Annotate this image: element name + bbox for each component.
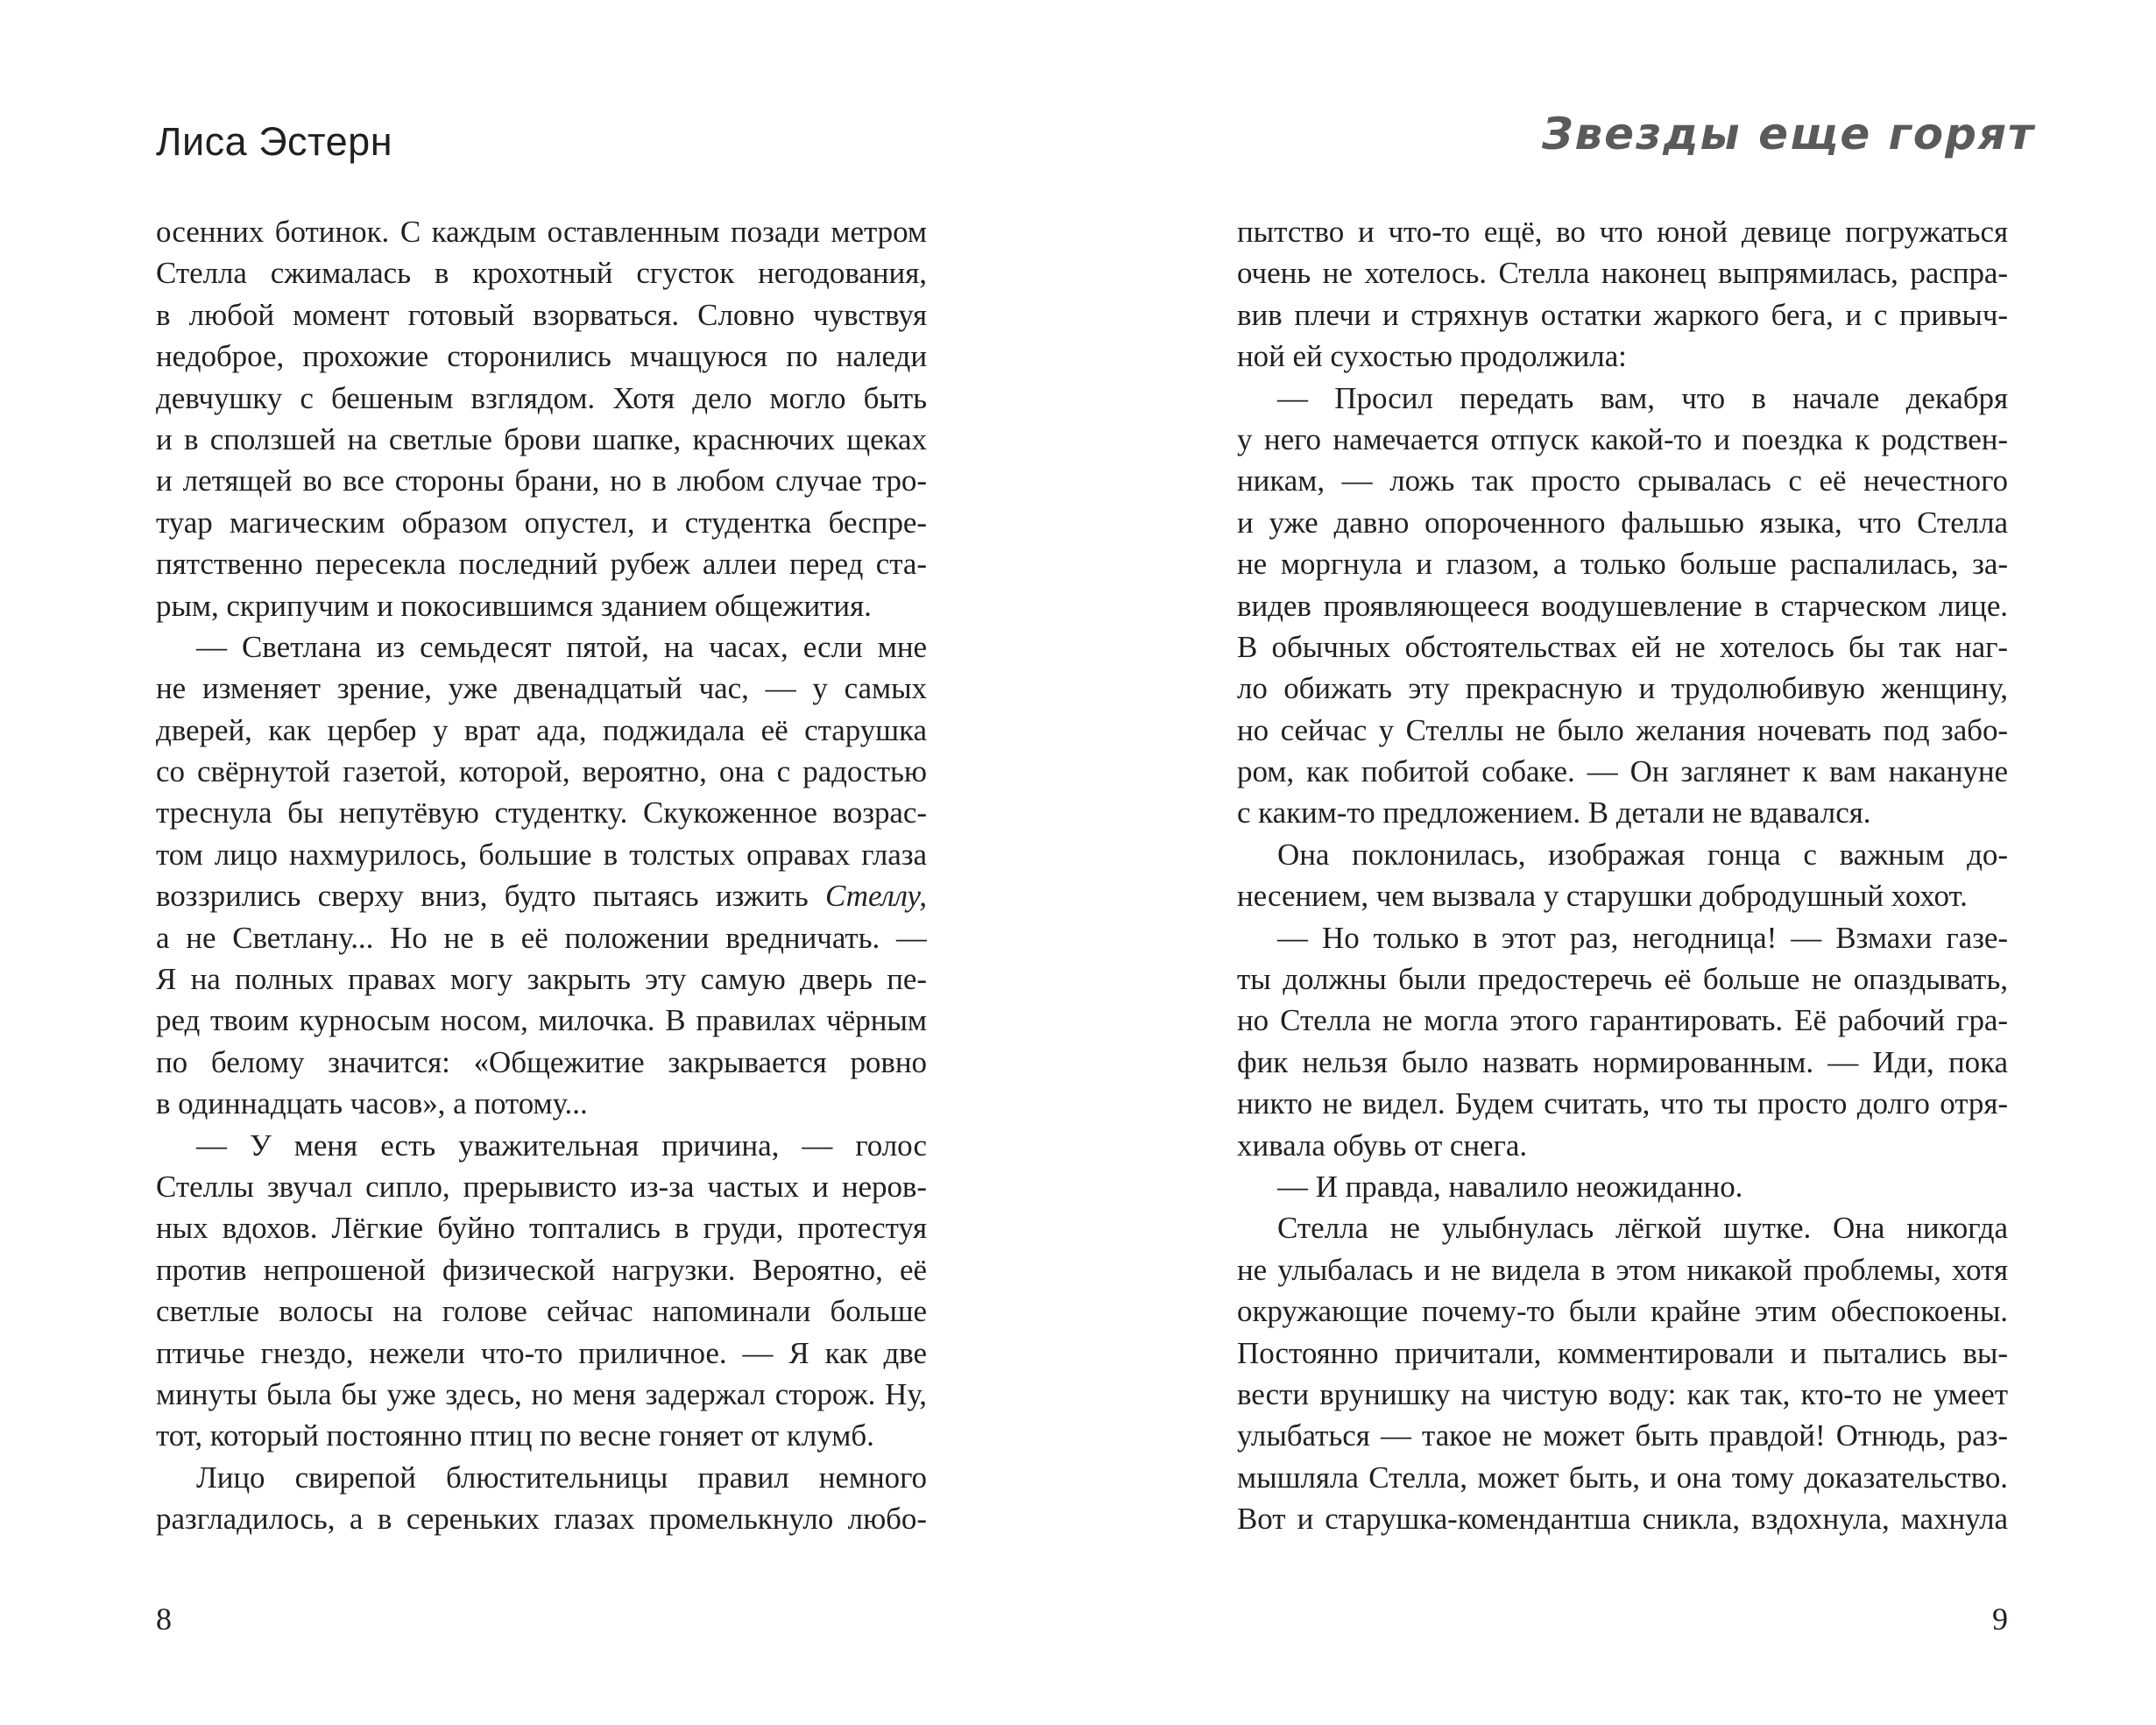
text-line-content: несением, чем вызвала у старушки добродушный хохот. (1237, 879, 1968, 914)
text-line (156, 502, 927, 543)
text-line (1237, 1374, 2008, 1415)
text-line-content: — И правда, навалило неожиданно. (1277, 1169, 1743, 1204)
text-line (156, 834, 927, 875)
text-line-content: но Стелла не могла этого гарантировать. Её рабочий гра- (1237, 1003, 2008, 1038)
text-line (156, 252, 927, 293)
text-line-content: в любой момент готовый взорваться. Словно чувствуя (156, 297, 927, 332)
text-line-content: птичье гнездо, нежели что-то приличное. — Я как две (156, 1335, 927, 1370)
text-line-content: минуты была бы уже здесь, но меня задержал сторож. Ну, (156, 1376, 927, 1411)
italic-word: Стеллу, (824, 879, 927, 914)
text-line (1237, 626, 2008, 668)
text-line (1237, 502, 2008, 543)
text-line-content: окружающие почему-то были крайне этим обеспокоены. (1237, 1294, 2008, 1329)
text-line-content: и уже давно опороченного фальшью языка, что Стелла (1237, 505, 2008, 540)
text-line (156, 1249, 927, 1290)
text-line (156, 668, 927, 709)
text-line (1237, 460, 2008, 501)
text-line-content: том лицо нахмурилось, большие в толстых оправах глаза (156, 837, 927, 872)
text-line (156, 1333, 927, 1374)
text-line-content: и летящей во все стороны брани, но в любом случае тро- (156, 463, 927, 498)
text-line (156, 751, 927, 792)
text-line (156, 792, 927, 833)
text-line-content: — Но только в этот раз, негодница! — Взмахи газе- (1277, 920, 2008, 955)
text-line (1237, 211, 2008, 252)
text-line (1237, 710, 2008, 751)
text-line (1237, 958, 2008, 1000)
text-line (1237, 419, 2008, 460)
text-line-content: против непрошеной физической нагрузки. Вероятно, её (156, 1252, 927, 1287)
text-line (1237, 585, 2008, 626)
right-page (1078, 0, 2156, 1725)
text-line (156, 917, 927, 958)
text-line (156, 626, 927, 668)
text-line (156, 875, 927, 916)
text-line (1237, 1249, 2008, 1290)
text-line-content: недоброе, прохожие сторонились мчащуюся по наледи (156, 339, 927, 374)
text-line (156, 336, 927, 377)
body-text (1237, 211, 2008, 1540)
text-line (1237, 834, 2008, 875)
text-line (156, 1042, 927, 1083)
text-line-content: треснула бы непутёвую студентку. Скукоженное возрас- (156, 795, 927, 831)
text-line-content: а не Светлану... Но не в её положении вредничать. — (156, 920, 927, 955)
text-line-content: хивала обувь от снега. (1237, 1128, 1528, 1163)
text-line-content: но сейчас у Стеллы не было желания ночевать под забо- (1237, 712, 2008, 747)
text-line-content: ты должны были предостеречь её больше не опаздывать, (1237, 962, 2008, 997)
text-line (1237, 1457, 2008, 1498)
text-line-content: ной ей сухостью продолжила: (1237, 339, 1627, 374)
text-line-content: Стелла не улыбнулась лёгкой шутке. Она никогда (1277, 1211, 2008, 1246)
text-line-content: В обычных обстоятельствах ей не хотелось бы так наг- (1237, 629, 2008, 664)
text-line (156, 1166, 927, 1207)
text-line (1237, 1415, 2008, 1456)
text-line (1237, 294, 2008, 336)
text-line-content: у него намечается отпуск какой-то и поездка к родствен- (1237, 421, 2008, 456)
text-line (156, 1498, 927, 1539)
text-line (156, 419, 927, 460)
text-line (1237, 252, 2008, 293)
text-line-content: очень не хотелось. Стелла наконец выпрямилась, распра- (1237, 256, 2008, 291)
text-line-content: ных вдохов. Лёгкие буйно топтались в груди, протестуя (156, 1211, 927, 1246)
text-line-content: вив плечи и стряхнув остатки жаркого бега, и с привыч- (1237, 297, 2008, 332)
text-line-content: туар магическим образом опустел, и студентка беспре- (156, 505, 927, 540)
text-line-content: — У меня есть уважительная причина, — голос (196, 1128, 927, 1163)
page-number: 9 (1992, 1601, 2008, 1637)
text-line-content: видев проявляющееся воодушевление в старческом лице. (1237, 588, 2008, 623)
text-line-content: ром, как побитой собаке. — Он заглянет к вам накануне (1237, 754, 2008, 789)
text-line-content: Лицо свирепой блюстительницы правил немного (196, 1460, 927, 1495)
text-line-content: Стелла сжималась в крохотный сгусток негодования, (156, 256, 927, 291)
text-line-content: мышляла Стелла, может быть, и она тому доказательство. (1237, 1460, 2008, 1495)
text-line-content: пытство и что-то ещё, во что юной девице погружаться (1237, 215, 2008, 249)
text-line (1237, 1166, 2008, 1207)
text-line (1237, 875, 2008, 916)
text-line (1237, 1498, 2008, 1539)
text-line (1237, 336, 2008, 377)
text-line (156, 1457, 927, 1498)
text-line (1237, 1125, 2008, 1166)
text-line (156, 1207, 927, 1248)
text-line (1237, 1083, 2008, 1124)
text-line (156, 585, 927, 626)
text-line-content: Я на полных правах могу закрыть эту самую дверь пе- (156, 962, 927, 997)
text-line (156, 294, 927, 336)
text-line-content: Вот и старушка-комендантша сникла, вздохнула, махнула (1237, 1502, 2008, 1537)
text-line-content: в одиннадцать часов», а потому... (156, 1086, 588, 1121)
text-line-content: не моргнула и глазом, а только больше распалилась, за- (1237, 547, 2008, 582)
text-line-content: светлые волосы на голове сейчас напоминали больше (156, 1294, 927, 1329)
running-head-title (1542, 103, 2035, 165)
text-line (156, 1374, 927, 1415)
text-line-content: со свёрнутой газетой, которой, вероятно, она с радостью (156, 754, 927, 789)
text-line-content: — Просил передать вам, что в начале декабря (1277, 380, 2008, 415)
text-line-content: ред твоим курносым носом, милочка. В правилах чёрным (156, 1003, 927, 1038)
text-line-content: фик нельзя было назвать нормированным. — Иди, пока (1237, 1044, 2008, 1079)
body-text (156, 211, 927, 1540)
text-line (156, 1125, 927, 1166)
text-line (1237, 1207, 2008, 1248)
running-head-author: Лиса Эстерн (156, 119, 393, 164)
text-line-content: тот, который постоянно птиц по весне гоняет от клумб. (156, 1418, 874, 1453)
text-line (156, 211, 927, 252)
text-line (1237, 792, 2008, 833)
text-line (1237, 917, 2008, 958)
text-line-content: воззрились сверху вниз, будто пытаясь изжить (156, 879, 809, 914)
text-line-content: Стеллы звучал сипло, прерывисто из-за частых и неров- (156, 1169, 927, 1204)
text-line-content: разгладилось, а в сереньких глазах промелькнуло любо- (156, 1502, 927, 1537)
text-line-content: вести врунишку на чистую воду: как так, кто-то не умеет (1237, 1376, 2008, 1411)
text-line (1237, 1000, 2008, 1041)
text-line-content: не изменяет зрение, уже двенадцатый час, — у самых (156, 671, 927, 706)
text-line (1237, 668, 2008, 709)
text-line-content: осенних ботинок. С каждым оставленным позади метром (156, 215, 927, 249)
text-line (156, 1415, 927, 1456)
text-line (1237, 378, 2008, 419)
text-line (1237, 751, 2008, 792)
text-line-content: Постоянно причитали, комментировали и пытались вы- (1237, 1335, 2008, 1370)
text-line-content: улыбаться — такое не может быть правдой! Отнюдь, раз- (1237, 1418, 2008, 1453)
text-line (156, 1290, 927, 1332)
page-number: 8 (156, 1601, 172, 1637)
text-line-content: и в сползшей на светлые брови шапке, краснючих щеках (156, 421, 927, 456)
text-line-content: Она поклонилась, изображая гонца с важным до- (1277, 837, 2008, 872)
text-line-content: пятственно пересекла последний рубеж аллеи перед ста- (156, 547, 927, 582)
text-line (1237, 1333, 2008, 1374)
text-line-content: никам, — ложь так просто срывалась с её нечестного (1237, 463, 2008, 498)
text-line (156, 378, 927, 419)
text-line-content: — Светлана из семьдесят пятой, на часах, если мне (196, 629, 927, 664)
text-line-content: дверей, как цербер у врат ада, поджидала её старушка (156, 712, 927, 747)
text-line-content: с каким-то предложением. В детали не вдавался. (1237, 795, 1871, 831)
text-line (156, 543, 927, 584)
text-line-content: девчушку с бешеным взглядом. Хотя дело могло быть (156, 380, 927, 415)
text-line-content: по белому значится: «Общежитие закрывается ровно (156, 1044, 927, 1079)
text-line-content: не улыбалась и не видела в этом никакой проблемы, хотя (1237, 1252, 2008, 1287)
text-line (1237, 1290, 2008, 1332)
text-line (156, 460, 927, 501)
text-line (156, 1083, 927, 1124)
text-line (1237, 543, 2008, 584)
text-line (1237, 1042, 2008, 1083)
text-line-content: никто не видел. Будем считать, что ты просто долго отря- (1237, 1086, 2008, 1121)
text-line (156, 710, 927, 751)
text-line (156, 1000, 927, 1041)
text-line-content: ло обижать эту прекрасную и трудолюбивую женщину, (1237, 671, 2008, 706)
text-line-content: рым, скрипучим и покосившимся зданием общежития. (156, 588, 872, 623)
running-head-title-text: Звезды еще горят (1542, 109, 2035, 159)
text-line (156, 958, 927, 1000)
